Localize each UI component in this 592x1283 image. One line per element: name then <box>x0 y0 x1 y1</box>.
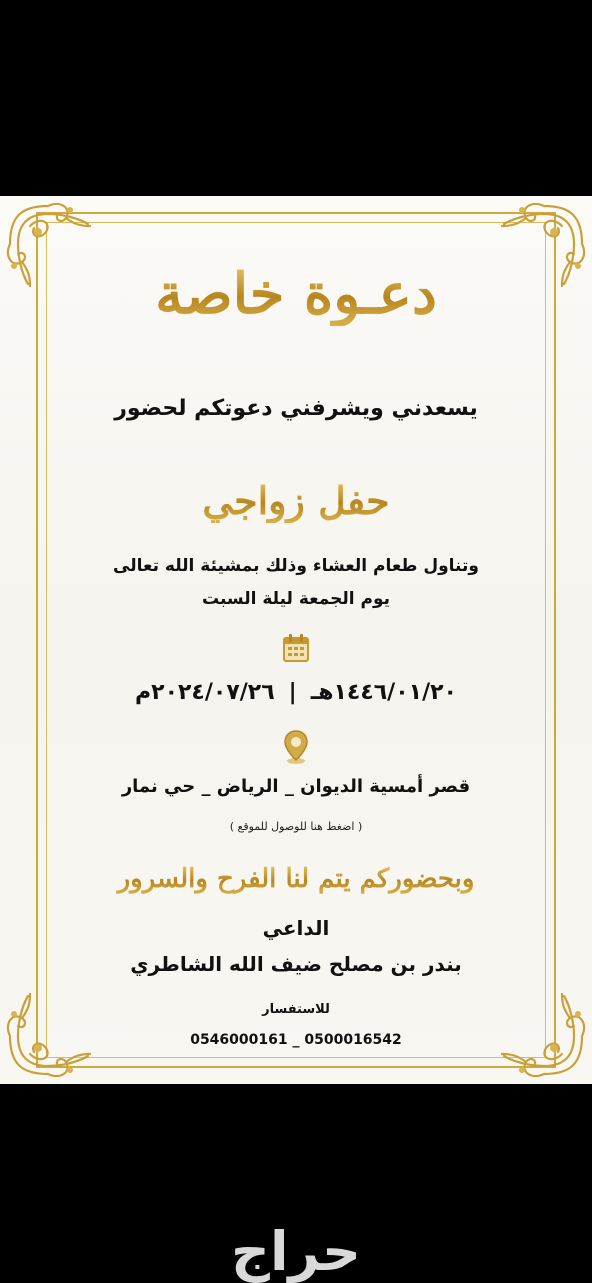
venue-line: قصر أمسية الديوان _ الرياض _ حي نمار <box>121 776 471 797</box>
inquiry-label: للاستفسار <box>262 1002 330 1017</box>
phone-numbers[interactable]: 0546000161 _ 0500016542 <box>190 1032 402 1048</box>
watermark-logo: حراج <box>231 1220 361 1283</box>
host-label: الداعي <box>262 916 330 940</box>
day-line: يوم الجمعة ليلة السبت <box>201 589 391 609</box>
opening-line: يسعدني ويشرفني دعوتكم لحضور <box>114 396 478 421</box>
date-separator: | <box>288 680 297 705</box>
host-name: بندر بن مصلح ضيف الله الشاطري <box>130 952 462 976</box>
location-pin-icon <box>282 729 310 765</box>
location-link[interactable]: ( اضغط هنا للوصول للموقع ) <box>229 820 363 833</box>
pin-icon-wrap <box>0 729 592 765</box>
invitation-title: دعـوة خاصة <box>0 262 592 326</box>
invitation-card <box>0 196 592 1084</box>
meal-line: وتناول طعام العشاء وذلك بمشيئة الله تعالى <box>113 556 479 576</box>
closing-line: وبحضوركم يتم لنا الفرح والسرور <box>0 864 592 894</box>
event-date <box>0 680 592 705</box>
date-gregorian: ٢٠٢٤/٠٧/٢٦م <box>135 680 275 705</box>
event-title: حفل زواجي <box>0 478 592 523</box>
calendar-icon <box>282 633 310 663</box>
calendar-icon-wrap <box>0 633 592 665</box>
date-hijri: ١٤٤٦/٠١/٢٠هـ <box>310 680 457 705</box>
